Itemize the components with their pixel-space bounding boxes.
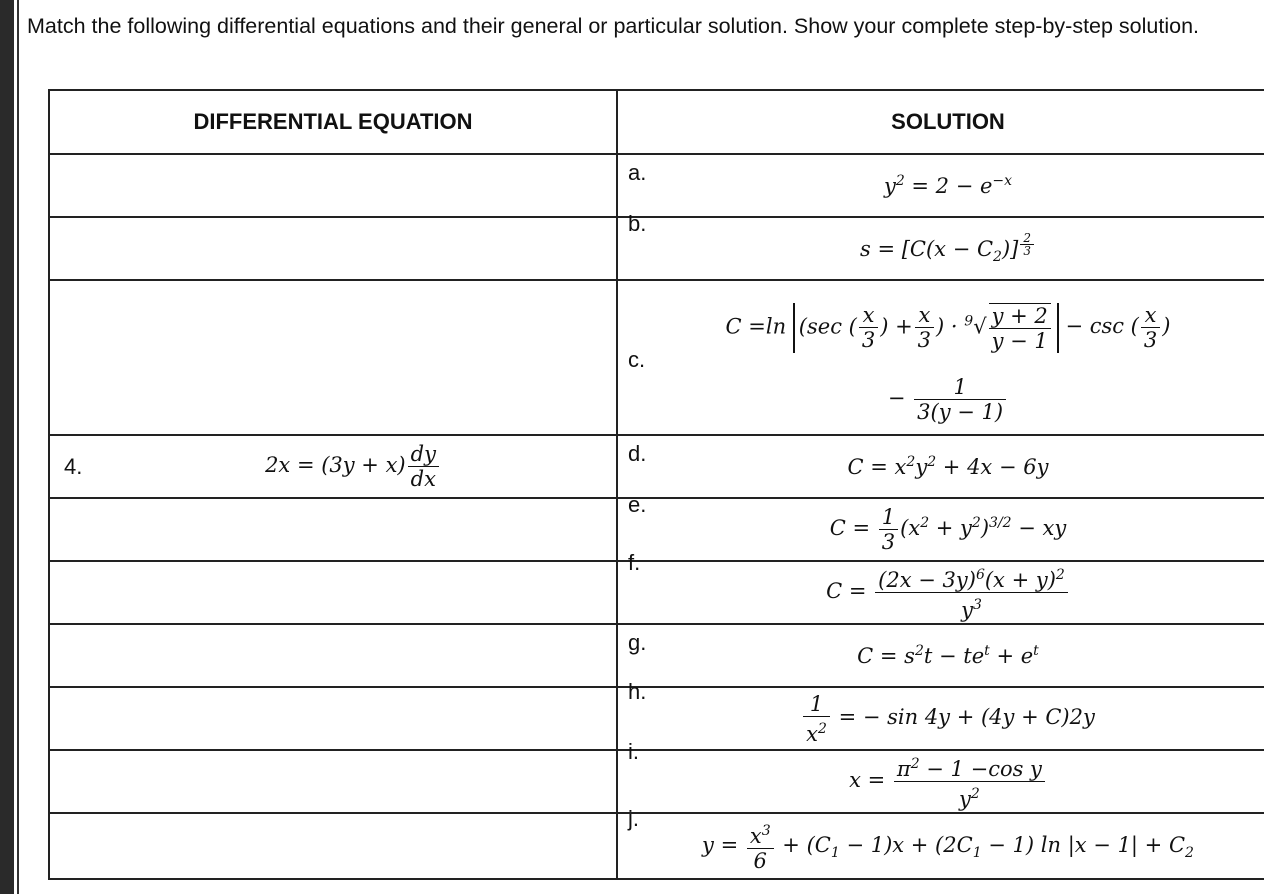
solution-expr-g: $C = s^2t - te^t + e^t$ [857,643,1039,668]
solution-cell-c [617,280,1264,435]
equation-cell-blank[interactable] [49,561,617,624]
solution-expr-j: y = $\frac{x^3}{6}$ + $(C_1 - 1)x + (2C_1 - 1)$ $\ln |x - 1| + C_2$ [618,819,1264,873]
equation-cell-blank[interactable] [49,750,617,813]
solution-cell-f [617,550,1264,624]
solution-expr-h: $\frac{1}{x^2}$ = − sin 4y + (4y + C)2y [618,692,1264,746]
instructions: Match the following differential equations and their general or particular solution. Show your complete step-by-step solution. [27,14,1200,38]
solution-expr-i: x = $\frac{\pi^2 - 1 -\cos y}{y^2}$ [618,752,1264,811]
solution-expr-d: $C = x^2y^2 + 4x - 6y$ [847,454,1049,479]
equation-cell-blank[interactable] [49,498,617,561]
solution-letter: e. [628,492,647,517]
solution-expr-f: C = $\frac{(2x - 3y)^6(x + y)^2}{y^3}$ [618,563,1264,622]
solution-letter: j. [628,806,639,831]
solution-cell-d [617,435,1264,498]
solution-expr-c-line1: C =ln (sec ( $\frac{x}{3}$ ) + $\frac{x}{3}$ ) · $^9$√ $\frac{y + 2}{y - 1}$ − csc ( $\frac{x}{3}$ ) [725,303,1171,353]
solution-cell-g [617,624,1264,687]
solution-letter: c. [628,346,646,372]
solution-letter: f. [628,550,641,575]
equation-expr: 2x = (3y + x) $\frac{dy}{dx}$ [50,442,616,491]
solution-expr-e: C = $\frac{1}{3}$ $(x^2 + y^2)^{3/2}$ − xy [829,505,1067,554]
equation-cell-blank[interactable] [49,813,617,879]
matching-table [48,89,1264,880]
equation-cell-blank[interactable] [49,217,617,280]
solution-letter: i. [628,739,639,764]
solution-cell-i [617,739,1264,813]
solution-letter: b. [628,210,647,236]
solution-expr-a: $y^2 = 2 - e^{-x}$ [883,173,1013,198]
solution-cell-b [617,210,1264,280]
equation-cell-4 [49,435,617,498]
solution-expr-b: $s = [C(x - C_2)]$ $^{\frac{2}{3}}$ [618,232,1264,266]
solution-letter: h. [628,678,647,704]
solution-letter: g. [628,630,647,655]
equation-cell-blank[interactable] [49,280,617,435]
solution-cell-j [617,806,1264,879]
equation-cell-blank[interactable] [49,624,617,687]
solution-expr-c-line2: − $\frac{1}{3(y - 1)}$ [618,375,1264,424]
solution-letter: d. [628,441,647,466]
solution-cell-a [617,154,1264,217]
equation-cell-blank[interactable] [49,154,617,217]
solution-letter: a. [628,160,647,185]
equation-number: 4. [64,454,83,479]
solution-cell-e [617,492,1264,561]
solution-cell-h [617,678,1264,750]
left-border-inner [14,0,19,894]
header-solution: SOLUTION [617,90,1264,154]
header-equation: DIFFERENTIAL EQUATION [49,90,617,154]
left-border [0,0,14,894]
equation-cell-blank[interactable] [49,687,617,750]
